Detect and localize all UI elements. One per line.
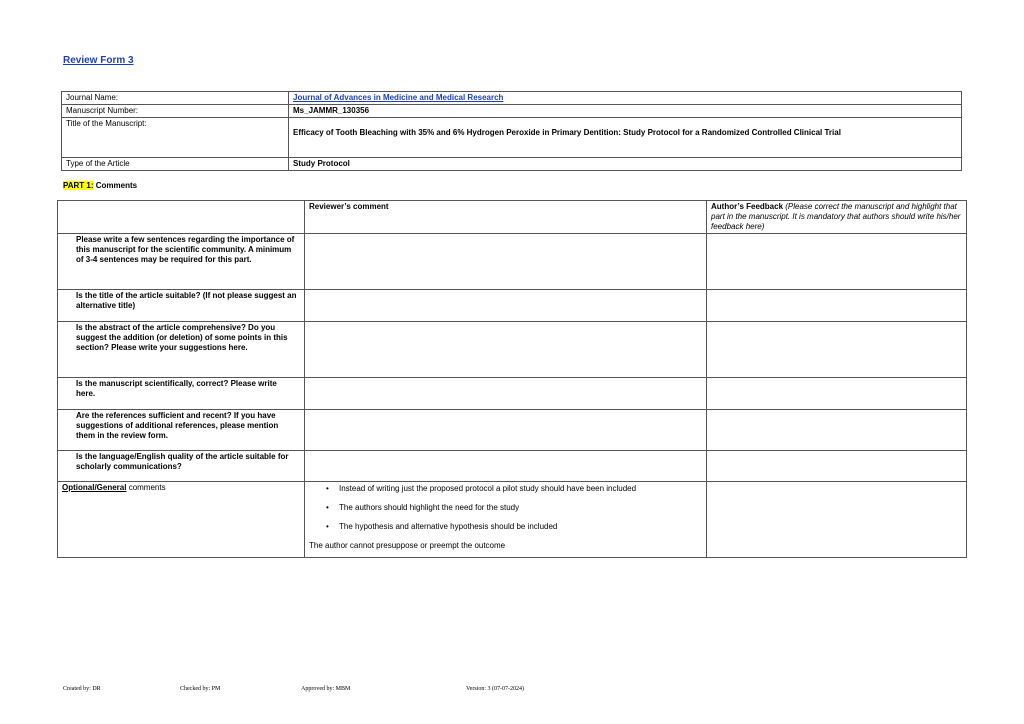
bullet-icon: • [326,522,329,531]
author-feedback-header [707,201,967,234]
table-row [58,290,967,322]
manuscript-title-label: Title of the Manuscript: [62,118,289,158]
reviewer-comment-cell[interactable] [305,322,707,378]
author-feedback-cell[interactable] [707,322,967,378]
reviewer-comment-cell[interactable] [305,451,707,482]
article-type-label: Type of the Article [62,158,289,171]
optional-comments-label [58,482,305,558]
footer-approved-by: Approved by: MBM [301,686,351,692]
journal-row [62,92,962,105]
reviewer-comment-cell[interactable] [305,234,707,290]
reviewer-comment-header: Reviewer’s comment [305,201,707,234]
author-feedback-cell[interactable] [707,378,967,410]
list-item [326,503,702,513]
author-feedback-cell[interactable] [707,451,967,482]
article-type-row [62,158,962,171]
journal-label: Journal Name: [62,92,289,105]
journal-link[interactable]: Journal of Advances in Medicine and Medical Research [293,93,504,102]
manuscript-number-value: Ms_JAMMR_130356 [289,105,962,118]
author-feedback-cell[interactable] [707,234,967,290]
reviewer-comment-cell[interactable] [305,290,707,322]
question-header-cell [58,201,305,234]
bullet-text: The authors should highlight the need for the study [339,503,520,512]
optional-label-underlined: Optional/General [62,483,127,492]
comments-header-row [58,201,967,234]
table-row [58,234,967,290]
bullet-text: Instead of writing just the proposed protocol a pilot study should have been included [339,484,637,493]
manuscript-title-value: Efficacy of Tooth Bleaching with 35% and 6% Hydrogen Peroxide in Primary Dentition: Study Protocol for a Randomized Controlled Clinical Trial [289,118,962,158]
optional-label-rest: comments [126,483,166,492]
author-feedback-cell[interactable] [707,410,967,451]
question-language: Is the language/English quality of the article suitable for scholarly communications? [58,451,305,482]
manuscript-title-row [62,118,962,158]
bullet-icon: • [326,484,329,493]
question-references: Are the references sufficient and recent? If you have suggestions of additional references, please mention them in the review form. [58,410,305,451]
footer-version: Version: 3 (07-07-2024) [466,686,524,692]
part-1-prefix: PART 1: [63,181,94,190]
article-type-value: Study Protocol [289,158,962,171]
list-item [326,484,702,494]
reviewer-comment-cell[interactable] [305,378,707,410]
author-feedback-title: Author’s Feedback [711,202,784,211]
reviewer-comment-cell[interactable] [305,410,707,451]
question-importance: Please write a few sentences regarding the importance of this manuscript for the scientific community. A minimum of 3-4 sentences may be required for this part. [58,234,305,290]
author-feedback-instructions: (Please correct the manuscript and highlight that part in the manuscript. It is mandatory that authors should write his/her feedback here) [711,202,961,231]
table-row [58,378,967,410]
table-row [58,410,967,451]
footer-created-by: Created by: DR [63,686,101,692]
bullet-icon: • [326,503,329,512]
comments-table [57,200,967,558]
question-scientific: Is the manuscript scientifically, correct? Please write here. [58,378,305,410]
list-item [326,522,702,532]
table-row [58,322,967,378]
footer-checked-by: Checked by: PM [180,686,221,692]
manuscript-info-table [61,91,962,171]
form-title: Review Form 3 [63,55,134,66]
optional-comments-row [58,482,967,558]
journal-value-cell [289,92,962,105]
closing-remark: The author cannot presuppose or preempt the outcome [309,541,506,550]
question-abstract: Is the abstract of the article comprehensive? Do you suggest the addition (or deletion) of some points in this section? Please write your suggestions here. [58,322,305,378]
question-title-suitable: Is the title of the article suitable? (If not please suggest an alternative title) [58,290,305,322]
part-1-heading [63,181,137,190]
manuscript-number-label: Manuscript Number: [62,105,289,118]
part-1-label: Comments [93,181,138,190]
author-feedback-cell[interactable] [707,290,967,322]
bullet-text: The hypothesis and alternative hypothesis should be included [339,522,558,531]
optional-author-feedback[interactable] [707,482,967,558]
table-row [58,451,967,482]
optional-reviewer-comment[interactable] [305,482,707,558]
manuscript-number-row [62,105,962,118]
optional-bullet-list [309,484,702,532]
